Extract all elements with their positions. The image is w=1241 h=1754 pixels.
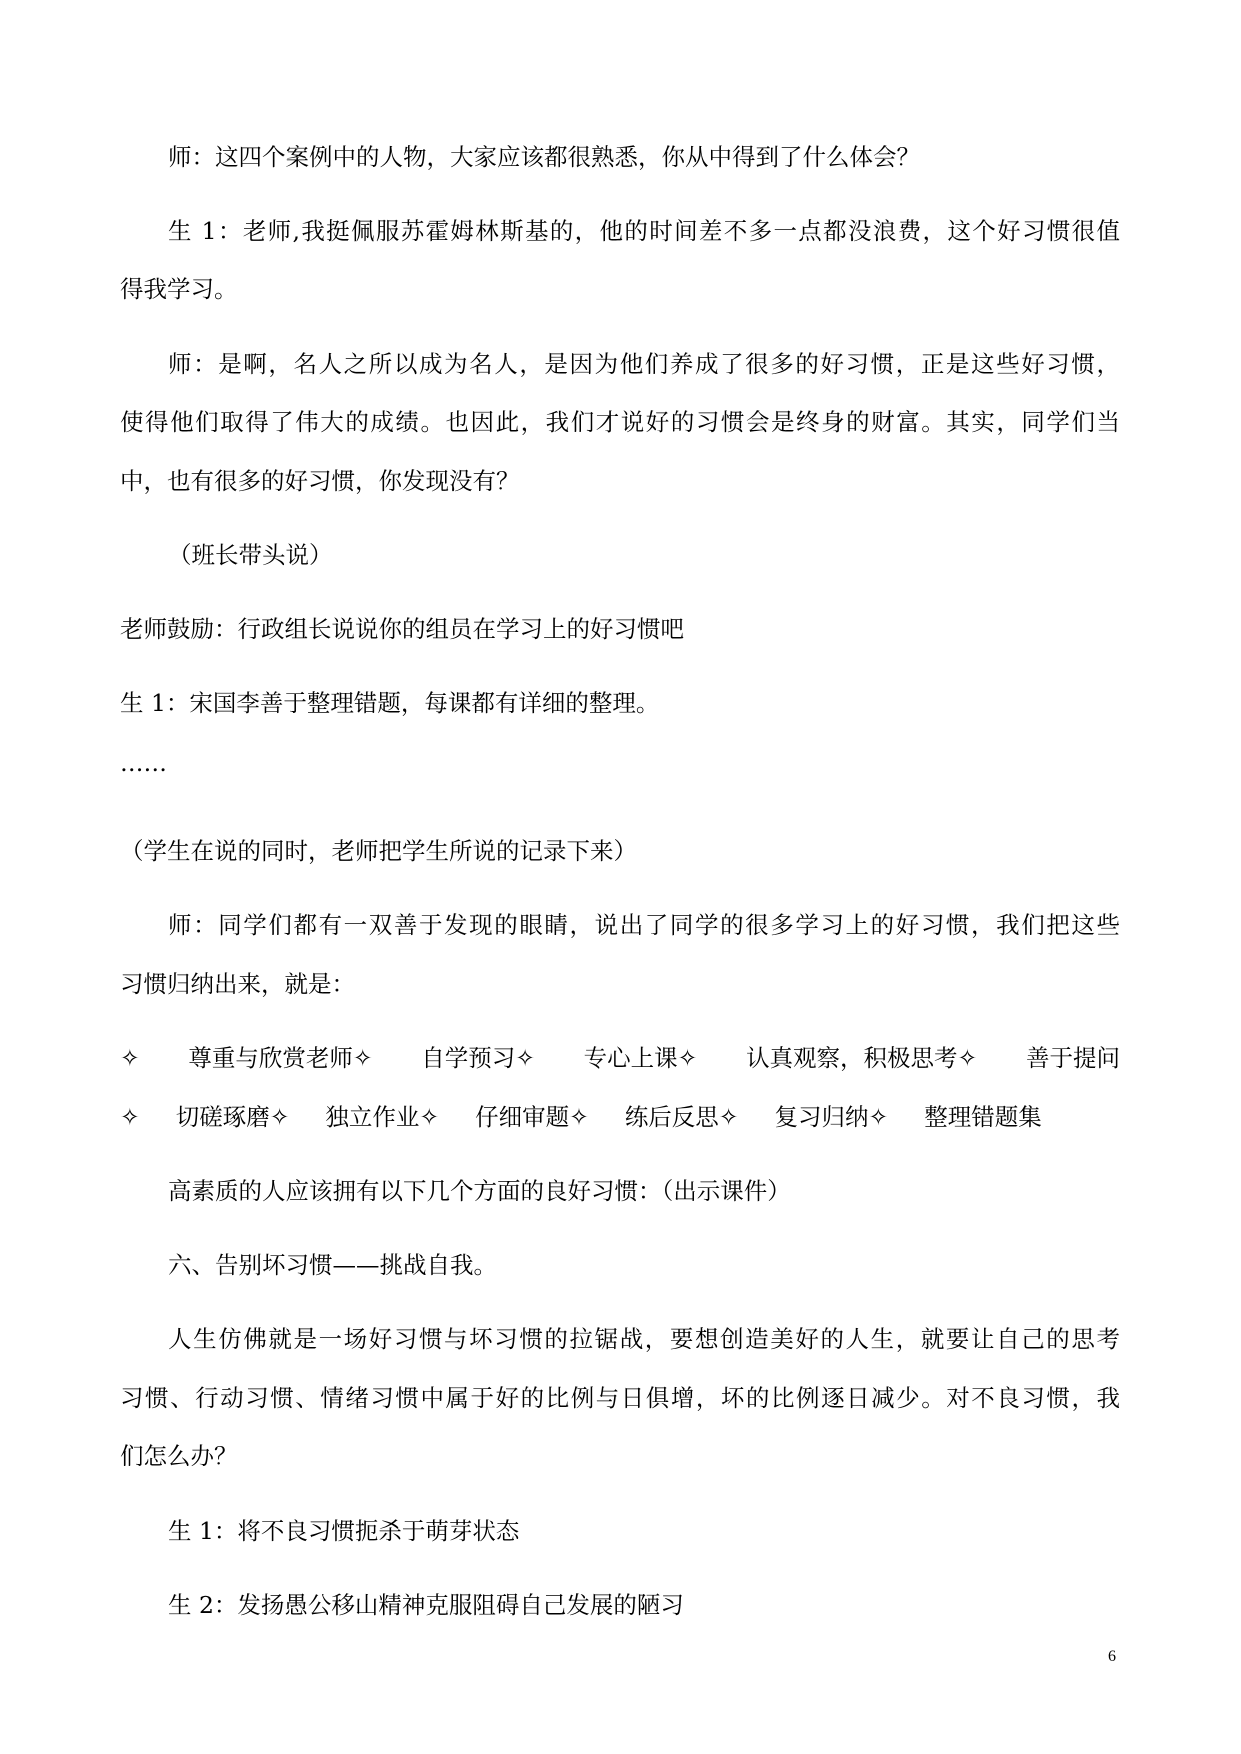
paragraph-teacher-reply-line-3: 中，也有很多的好习惯，你发现没有？ <box>120 467 520 495</box>
habit-item: 善于提问 <box>1025 1044 1120 1072</box>
habit-item: 认真观察，积极思考✧ <box>746 1044 978 1072</box>
paragraph-student-1-line-2: 得我学习。 <box>120 275 238 303</box>
habit-item: 专心上课✧ <box>583 1044 698 1072</box>
habit-item: 仔细审题✧ <box>475 1103 589 1131</box>
paragraph-monitor-leads: （班长带头说） <box>168 541 333 569</box>
habit-item: 独立作业✧ <box>325 1103 440 1131</box>
paragraph-student-2-answer: 生 2：发扬愚公移山精神克服阻碍自己发展的陋习 <box>168 1591 684 1619</box>
paragraph-teacher-encourages: 老师鼓励：行政组长说说你的组员在学习上的好习惯吧 <box>120 615 684 643</box>
habit-item: ✧ <box>120 1103 140 1131</box>
paragraph-summary-line-1: 师：同学们都有一双善于发现的眼睛，说出了同学的很多学习上的好习惯，我们把这些 <box>168 911 1120 939</box>
paragraph-student-1-line-1: 生 1：老师,我挺佩服苏霍姆林斯基的，他的时间差不多一点都没浪费，这个好习惯很值 <box>168 217 1120 245</box>
paragraph-life-tug-of-war-line-2: 习惯、行动习惯、情绪习惯中属于好的比例与日俱增，坏的比例逐日减少。对不良习惯，我 <box>120 1384 1120 1412</box>
paragraph-summary-line-2: 习惯归纳出来，就是： <box>120 970 355 998</box>
habit-item: 复习归纳✧ <box>774 1103 889 1131</box>
paragraph-teacher-reply-line-2: 使得他们取得了伟大的成绩。也因此，我们才说好的习惯会是终身的财富。其实，同学们当 <box>120 408 1120 436</box>
habit-item: 切磋琢磨✧ <box>175 1103 290 1131</box>
paragraph-ellipsis: …… <box>120 749 167 777</box>
page-number: 6 <box>1108 1648 1116 1665</box>
paragraph-life-tug-of-war-line-3: 们怎么办？ <box>120 1442 238 1470</box>
habit-item: 自学预习✧ <box>421 1044 535 1072</box>
section-heading-six: 六、告别坏习惯——挑战自我。 <box>168 1251 497 1279</box>
habit-item: 练后反思✧ <box>624 1103 739 1131</box>
paragraph-teacher-reply-line-1: 师：是啊，名人之所以成为名人，是因为他们养成了很多的好习惯，正是这些好习惯， <box>168 350 1120 378</box>
paragraph-recording-note: （学生在说的同时，老师把学生所说的记录下来） <box>120 837 637 865</box>
habits-list-row-1 <box>120 1044 1120 1072</box>
habit-item: 整理错题集 <box>924 1103 1042 1131</box>
paragraph-student-1-answer: 生 1：将不良习惯扼杀于萌芽状态 <box>168 1517 520 1545</box>
paragraph-teacher-question: 师：这四个案例中的人物，大家应该都很熟悉，你从中得到了什么体会？ <box>168 143 920 171</box>
paragraph-life-tug-of-war-line-1: 人生仿佛就是一场好习惯与坏习惯的拉锯战，要想创造美好的人生，就要让自己的思考 <box>168 1325 1120 1353</box>
habits-list-row-2 <box>120 1103 1078 1131</box>
paragraph-student-1-errors: 生 1：宋国李善于整理错题，每课都有详细的整理。 <box>120 689 660 717</box>
habit-item: 尊重与欣赏老师✧ <box>188 1044 373 1072</box>
habit-item: ✧ <box>120 1044 140 1072</box>
paragraph-high-quality-habits: 高素质的人应该拥有以下几个方面的良好习惯：（出示课件） <box>168 1177 791 1205</box>
